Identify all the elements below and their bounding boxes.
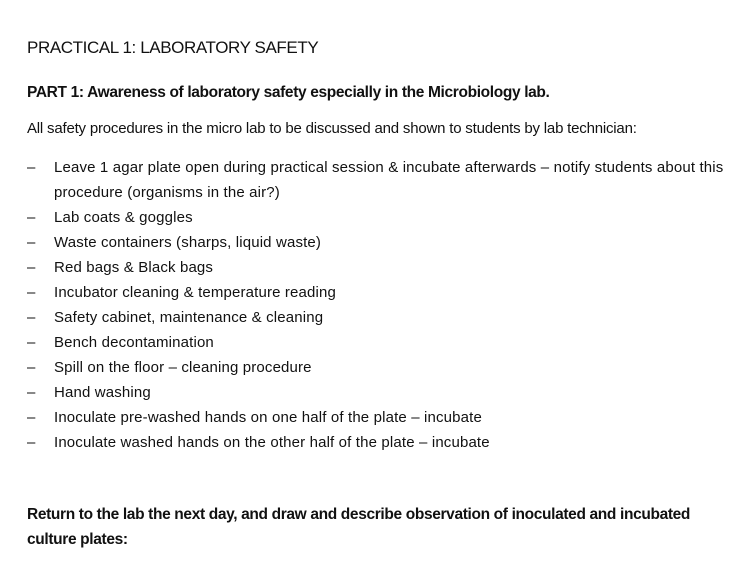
list-item — [27, 405, 727, 430]
dash-bullet: – — [27, 384, 36, 401]
dash-bullet: – — [27, 309, 36, 326]
list-item — [27, 355, 727, 380]
intro-text: All safety procedures in the micro lab to be discussed and shown to students by lab technician: — [27, 120, 637, 137]
list-item-text: Safety cabinet, maintenance & cleaning — [54, 309, 324, 326]
list-item — [27, 430, 727, 455]
dash-bullet: – — [27, 434, 36, 451]
list-item-text: Incubator cleaning & temperature reading — [54, 284, 337, 301]
part-heading: PART 1: Awareness of laboratory safety especially in the Microbiology lab. — [27, 84, 550, 101]
dash-bullet: – — [27, 409, 36, 426]
list-item-text: Spill on the floor – cleaning procedure — [54, 359, 312, 376]
list-item-text: Inoculate washed hands on the other half of the plate – incubate — [54, 434, 490, 451]
list-item — [27, 330, 727, 355]
dash-bullet: – — [27, 334, 36, 351]
list-item-text: Hand washing — [54, 384, 151, 401]
list-item-text: Red bags & Black bags — [54, 259, 214, 276]
list-item-text: Leave 1 agar plate open during practical session & incubate afterwards – notify students about this procedure (organisms in the air?) — [54, 159, 724, 201]
dash-bullet: – — [27, 209, 36, 226]
list-item-text: Bench decontamination — [54, 334, 214, 351]
list-item — [27, 155, 727, 205]
page-title: PRACTICAL 1: LABORATORY SAFETY — [27, 38, 319, 57]
list-item-text: Lab coats & goggles — [54, 209, 193, 226]
list-item-text: Inoculate pre-washed hands on one half of the plate – incubate — [54, 409, 482, 426]
dash-bullet: – — [27, 159, 36, 176]
safety-procedures-list — [27, 155, 727, 455]
dash-bullet: – — [27, 284, 36, 301]
list-item — [27, 255, 727, 280]
closing-instruction: Return to the lab the next day, and draw and describe observation of inoculated and incubated culture plates: — [27, 506, 691, 548]
dash-bullet: – — [27, 359, 36, 376]
list-item — [27, 230, 727, 255]
list-item — [27, 280, 727, 305]
list-item — [27, 305, 727, 330]
list-item-text: Waste containers (sharps, liquid waste) — [54, 234, 322, 251]
dash-bullet: – — [27, 259, 36, 276]
list-item — [27, 380, 727, 405]
list-item — [27, 205, 727, 230]
dash-bullet: – — [27, 234, 36, 251]
